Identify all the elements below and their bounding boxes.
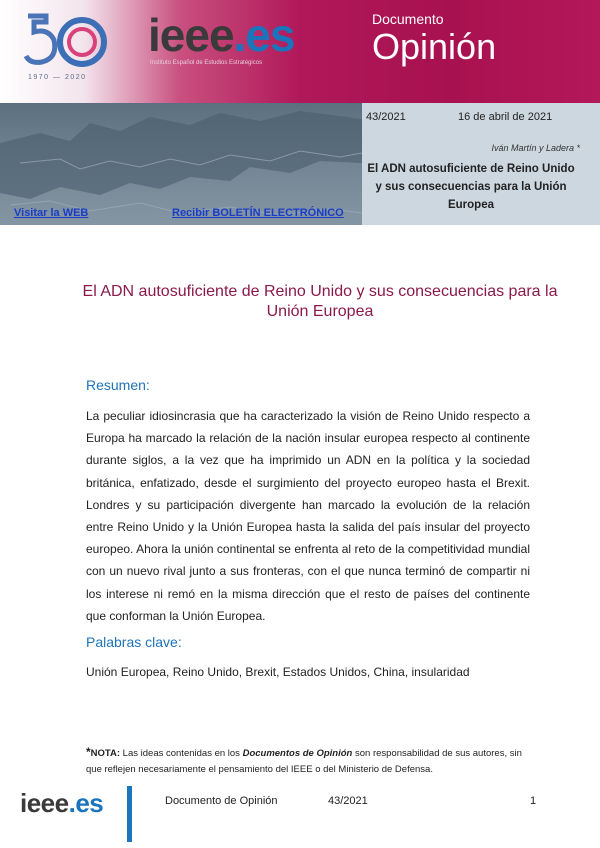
brand-subtitle: Instituto Español de Estudios Estratégicos — [150, 60, 263, 66]
abstract-text: La peculiar idiosincrasia que ha caracterizado la visión de Reino Unido respecto a Europa ha marcado la relación de la nación insular europea respecto al continente durante siglos, a la vez que ha imprimido un ADN en la política y la sociedad británica, enfatizado, desde el surgimiento del proyecto europeo hasta el Brexit. Londres y su participación divergente han marcado la evolución de la relación entre Reino Unido y la Unión Europea hasta la salida del país insular del proyecto europeo. Ahora la unión continental se enfrenta al reto de la competitividad mundial con un nuevo rival junto a sus fronteras, con el que nunca terminó de compartir ni los interese ni remó en la misma dirección que el resto de países del continente que conforman la Unión Europea. — [86, 409, 530, 623]
note-text-1: Las ideas contenidas en los — [120, 748, 243, 759]
note-emphasis: Documentos de Opinión — [242, 748, 353, 759]
author: Iván Martín y Ladera * — [491, 143, 580, 153]
footer-doc-type: Documento de Opinión — [165, 795, 278, 807]
footer-logo — [20, 788, 103, 819]
abstract-heading: Resumen: — [86, 377, 150, 393]
footer-brand-part1: ieee — [20, 788, 69, 818]
disclaimer-note — [86, 744, 536, 778]
keywords-heading: Palabras clave: — [86, 634, 182, 650]
ieee-logo — [148, 8, 294, 62]
brand-part2: .es — [233, 9, 295, 61]
footer-doc-number: 43/2021 — [328, 795, 368, 807]
note-text-2: son responsabilidad de sus autores, sin que reflejen necesariamente el pensamiento del IEEE o del Ministerio de Defensa. — [86, 748, 522, 775]
header-banner — [0, 0, 600, 225]
doc-type-line2: Opinión — [372, 26, 497, 67]
document-title: El ADN autosuficiente de Reino Unido y sus consecuencias para la Unión Europea — [82, 283, 558, 320]
50-anniversary-logo — [22, 10, 112, 70]
page-number: 1 — [530, 795, 537, 807]
doc-date: 16 de abril de 2021 — [458, 111, 553, 123]
note-label: NOTA: — [90, 748, 121, 759]
newsletter-link[interactable]: Recibir BOLETÍN ELECTRÓNICO — [172, 207, 344, 219]
visit-web-link[interactable]: Visitar la WEB — [14, 207, 89, 219]
footer-divider — [127, 786, 132, 842]
doc-number: 43/2021 — [366, 111, 406, 123]
logo-years: 1970 — 2020 — [28, 74, 87, 81]
doc-type-line1: Documento — [372, 11, 444, 27]
note-star: * — [86, 745, 91, 759]
footer-brand-part2: .es — [68, 788, 104, 818]
brand-part1: ieee — [148, 9, 234, 61]
keywords-text: Unión Europea, Reino Unido, Brexit, Estados Unidos, China, insularidad — [86, 665, 470, 679]
banner-title: El ADN autosuficiente de Reino Unido y sus consecuencias para la Unión Europea — [367, 163, 575, 211]
